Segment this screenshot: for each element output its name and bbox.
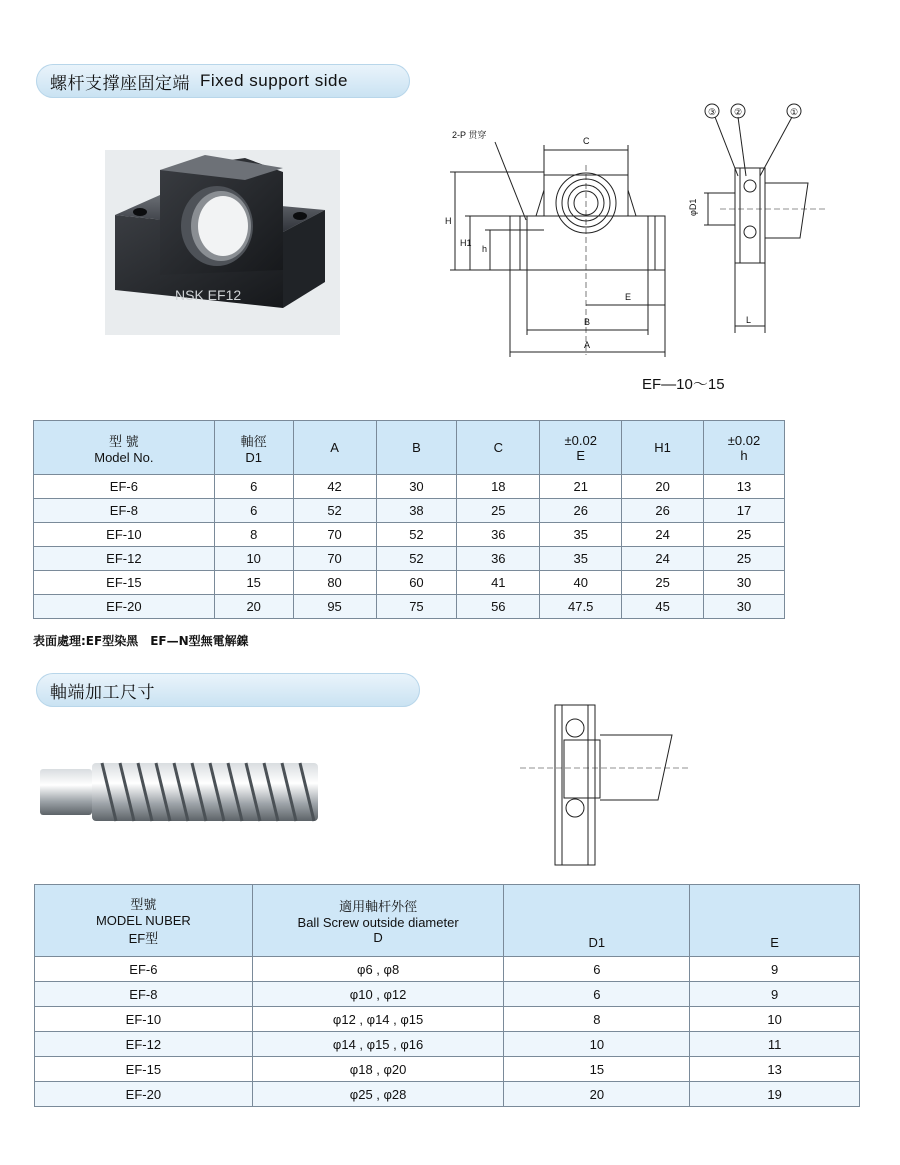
table-cell: 95 xyxy=(293,595,376,619)
dim-h1-label: H1 xyxy=(460,238,472,248)
table2-header-cell: E xyxy=(690,885,860,957)
table1-header-row xyxy=(34,421,785,475)
section1-title-cn: 螺杆支撑座固定端 xyxy=(50,73,190,94)
table-cell: φ18 , φ20 xyxy=(252,1057,504,1082)
table-row xyxy=(35,1007,860,1032)
section1-title xyxy=(36,64,410,98)
table1-header-cell: A xyxy=(293,421,376,475)
table-cell: 35 xyxy=(540,523,622,547)
table-cell: EF-15 xyxy=(35,1057,253,1082)
table-cell: 6 xyxy=(214,499,293,523)
table-cell: 30 xyxy=(704,571,785,595)
table-cell: 21 xyxy=(540,475,622,499)
table-row xyxy=(35,1032,860,1057)
table-cell: 24 xyxy=(622,547,704,571)
table-cell: EF-6 xyxy=(34,475,215,499)
table-cell: φ14 , φ15 , φ16 xyxy=(252,1032,504,1057)
table-cell: 41 xyxy=(457,571,540,595)
table-cell: 42 xyxy=(293,475,376,499)
table-cell: 70 xyxy=(293,547,376,571)
table-cell: EF-8 xyxy=(35,982,253,1007)
ball-screw-photo xyxy=(40,755,318,827)
table-cell: 13 xyxy=(704,475,785,499)
table-cell: 80 xyxy=(293,571,376,595)
table-row xyxy=(35,1082,860,1107)
table-cell: 24 xyxy=(622,523,704,547)
table-row xyxy=(34,499,785,523)
table2-header-row xyxy=(35,885,860,957)
table-cell: 30 xyxy=(376,475,457,499)
table-row xyxy=(35,1057,860,1082)
table-row xyxy=(34,547,785,571)
section2-title-cn: 軸端加工尺寸 xyxy=(50,682,155,703)
table-cell: 8 xyxy=(214,523,293,547)
section2-title xyxy=(36,673,420,707)
table-cell: 36 xyxy=(457,523,540,547)
table-cell: 9 xyxy=(690,957,860,982)
table-cell: 45 xyxy=(622,595,704,619)
table-cell: 6 xyxy=(504,982,690,1007)
table-cell: 15 xyxy=(214,571,293,595)
table-cell: 35 xyxy=(540,547,622,571)
front-view-drawing xyxy=(440,120,700,365)
dim-small-h-label: h xyxy=(482,244,488,254)
table-cell: 19 xyxy=(690,1082,860,1107)
table-cell: 38 xyxy=(376,499,457,523)
dim-b-label: B xyxy=(584,317,591,327)
table1-header-cell: ±0.02 E xyxy=(540,421,622,475)
table-cell: 52 xyxy=(376,523,457,547)
dim-e-label: E xyxy=(625,292,632,302)
table-cell: EF-20 xyxy=(34,595,215,619)
table-cell: EF-6 xyxy=(35,957,253,982)
table1-header-cell: C xyxy=(457,421,540,475)
table-cell: 6 xyxy=(214,475,293,499)
table-cell: EF-20 xyxy=(35,1082,253,1107)
table-cell: 18 xyxy=(457,475,540,499)
table-cell: 13 xyxy=(690,1057,860,1082)
table-row xyxy=(34,523,785,547)
table-cell: EF-10 xyxy=(35,1007,253,1032)
dim-d1-label: φD1 xyxy=(688,198,698,216)
table-cell: φ12 , φ14 , φ15 xyxy=(252,1007,504,1032)
table-cell: 10 xyxy=(504,1032,690,1057)
table-cell: 25 xyxy=(457,499,540,523)
side-section-drawing xyxy=(680,98,830,338)
table-cell: 25 xyxy=(704,547,785,571)
table-cell: 15 xyxy=(504,1057,690,1082)
table-cell: EF-12 xyxy=(34,547,215,571)
table-row xyxy=(35,982,860,1007)
table-cell: 9 xyxy=(690,982,860,1007)
table-cell: 52 xyxy=(376,547,457,571)
table1-header-cell: 軸徑 D1 xyxy=(214,421,293,475)
table-cell: 25 xyxy=(622,571,704,595)
surface-treatment-note: 表面處理:EF型染黑 EF—N型無電解鎳 xyxy=(33,634,249,648)
table-cell: 70 xyxy=(293,523,376,547)
table-cell: EF-8 xyxy=(34,499,215,523)
table-cell: 30 xyxy=(704,595,785,619)
table-cell: 26 xyxy=(540,499,622,523)
shaft-end-drawing xyxy=(520,700,695,870)
table-cell: EF-15 xyxy=(34,571,215,595)
table2-header-cell: 適用軸杆外徑 Ball Screw outside diameter D xyxy=(252,885,504,957)
table-cell: φ6 , φ8 xyxy=(252,957,504,982)
table1-header-cell: H1 xyxy=(622,421,704,475)
table-cell: 75 xyxy=(376,595,457,619)
table-cell: 8 xyxy=(504,1007,690,1032)
table-row xyxy=(34,475,785,499)
dim-l-label: L xyxy=(746,315,752,325)
table-row xyxy=(35,957,860,982)
table2-header-cell: 型號 MODEL NUBER EF型 xyxy=(35,885,253,957)
table2-header-cell: D1 xyxy=(504,885,690,957)
callout-1: ① xyxy=(790,107,799,117)
table-cell: 17 xyxy=(704,499,785,523)
section1-title-en: Fixed support side xyxy=(200,71,348,90)
table1-header-cell: 型 號 Model No. xyxy=(34,421,215,475)
table-cell: 25 xyxy=(704,523,785,547)
table-cell: φ10 , φ12 xyxy=(252,982,504,1007)
table-cell: φ25 , φ28 xyxy=(252,1082,504,1107)
through-hole-label: 2-P 贯穿 xyxy=(452,130,487,140)
dim-a-label: A xyxy=(584,340,591,350)
callout-2: ② xyxy=(734,107,743,117)
dim-h-label: H xyxy=(445,216,452,226)
table-cell: 40 xyxy=(540,571,622,595)
table-cell: 60 xyxy=(376,571,457,595)
table-cell: 52 xyxy=(293,499,376,523)
table-cell: 36 xyxy=(457,547,540,571)
table-cell: 11 xyxy=(690,1032,860,1057)
table-cell: 10 xyxy=(690,1007,860,1032)
table-cell: EF-10 xyxy=(34,523,215,547)
dim-c-label: C xyxy=(583,136,590,146)
fixed-support-table xyxy=(33,420,785,619)
support-block-photo xyxy=(105,150,340,335)
callout-3: ③ xyxy=(708,107,717,117)
photo-label: NSK EF12 xyxy=(175,287,242,303)
shaft-end-table xyxy=(34,884,860,1107)
table1-header-cell: ±0.02 h xyxy=(704,421,785,475)
table-cell: 47.5 xyxy=(540,595,622,619)
table1-header-cell: B xyxy=(376,421,457,475)
table-cell: 20 xyxy=(214,595,293,619)
table-cell: 10 xyxy=(214,547,293,571)
table-cell: 20 xyxy=(504,1082,690,1107)
table-cell: 6 xyxy=(504,957,690,982)
table-row xyxy=(34,595,785,619)
table-row xyxy=(34,571,785,595)
model-range-label: EF—10～15 xyxy=(642,376,725,393)
table-cell: 20 xyxy=(622,475,704,499)
table-cell: 26 xyxy=(622,499,704,523)
table-cell: EF-12 xyxy=(35,1032,253,1057)
table-cell: 56 xyxy=(457,595,540,619)
